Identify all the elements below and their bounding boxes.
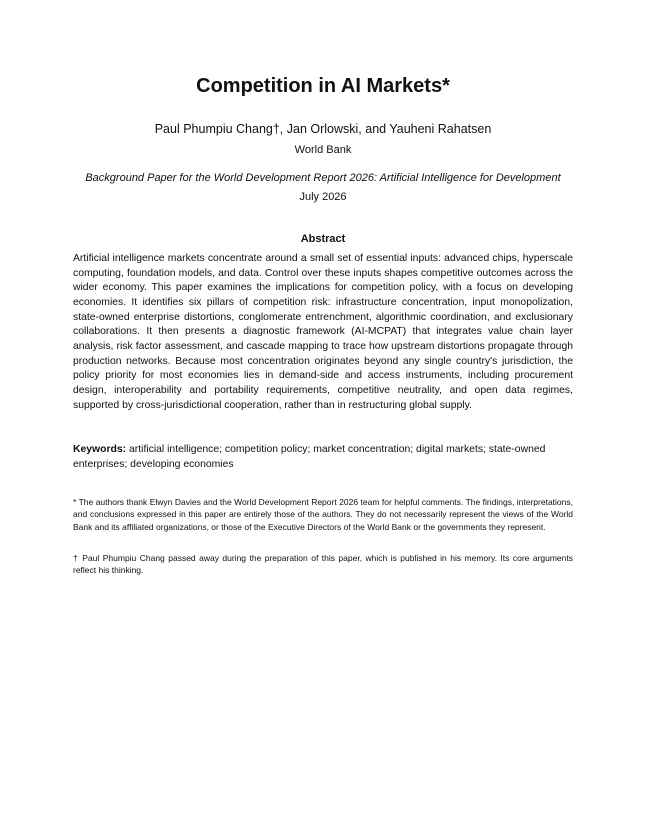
keywords [73, 443, 573, 472]
abstract-heading: Abstract [300, 233, 346, 245]
paper-title: Competition in AI Markets* [196, 75, 450, 97]
author-list: Paul Phumpiu Chang†, Jan Orlowski, and Yauheni Rahatsen [154, 122, 492, 136]
footnote-memorial: † Paul Phumpiu Chang passed away during the preparation of this paper, which is published in his memory. Its core arguments reflect his thinking. [73, 553, 573, 576]
footnote-acknowledgements: * The authors thank Elwyn Davies and the World Development Report 2026 team for helpful comments. The findings, interpretations, and conclusions expressed in this paper are entirely those of the authors. They do not necessarily represent the views of the World Bank and its affiliated organizations, or those of the Executive Directors of the World Bank or the governments they represent. [73, 497, 573, 532]
abstract-body: Artificial intelligence markets concentrate around a small set of essential inputs: advanced chips, hyperscale computing, foundation models, and data. Control over these inputs shapes competitive outcomes across the wider economy. This paper examines the implications for competition policy, with a focus on developing economies. It identifies six pillars of competition risk: infrastructure concentration, input monopolization, state-owned enterprise distortions, conglomerate entrenchment, algorithmic coordination, and exclusionary collaborations. It then presents a diagnostic framework (AI-MCPAT) that integrates value chain layer analysis, risk factor assessment, and cascade mapping to trace how upstream distortions propagate through production networks. Because most concentration originates beyond any single country's jurisdiction, the policy priority for most economies lies in demand-side and access instruments, including procurement design, interoperability and portability requirements, competitive neutrality, and open data regimes, supported by cross-jurisdictional cooperation, rather than in restructuring global supply. [73, 253, 573, 411]
affiliation: World Bank [294, 144, 352, 156]
paper-subtitle: Background Paper for the World Development Report 2026: Artificial Intelligence for Development [85, 172, 561, 184]
keywords-label: Keywords: [73, 444, 127, 455]
publication-date: July 2026 [299, 191, 347, 203]
keywords-text: artificial intelligence; competition policy; market concentration; digital markets; state-owned enterprises; developing economies [73, 444, 546, 470]
